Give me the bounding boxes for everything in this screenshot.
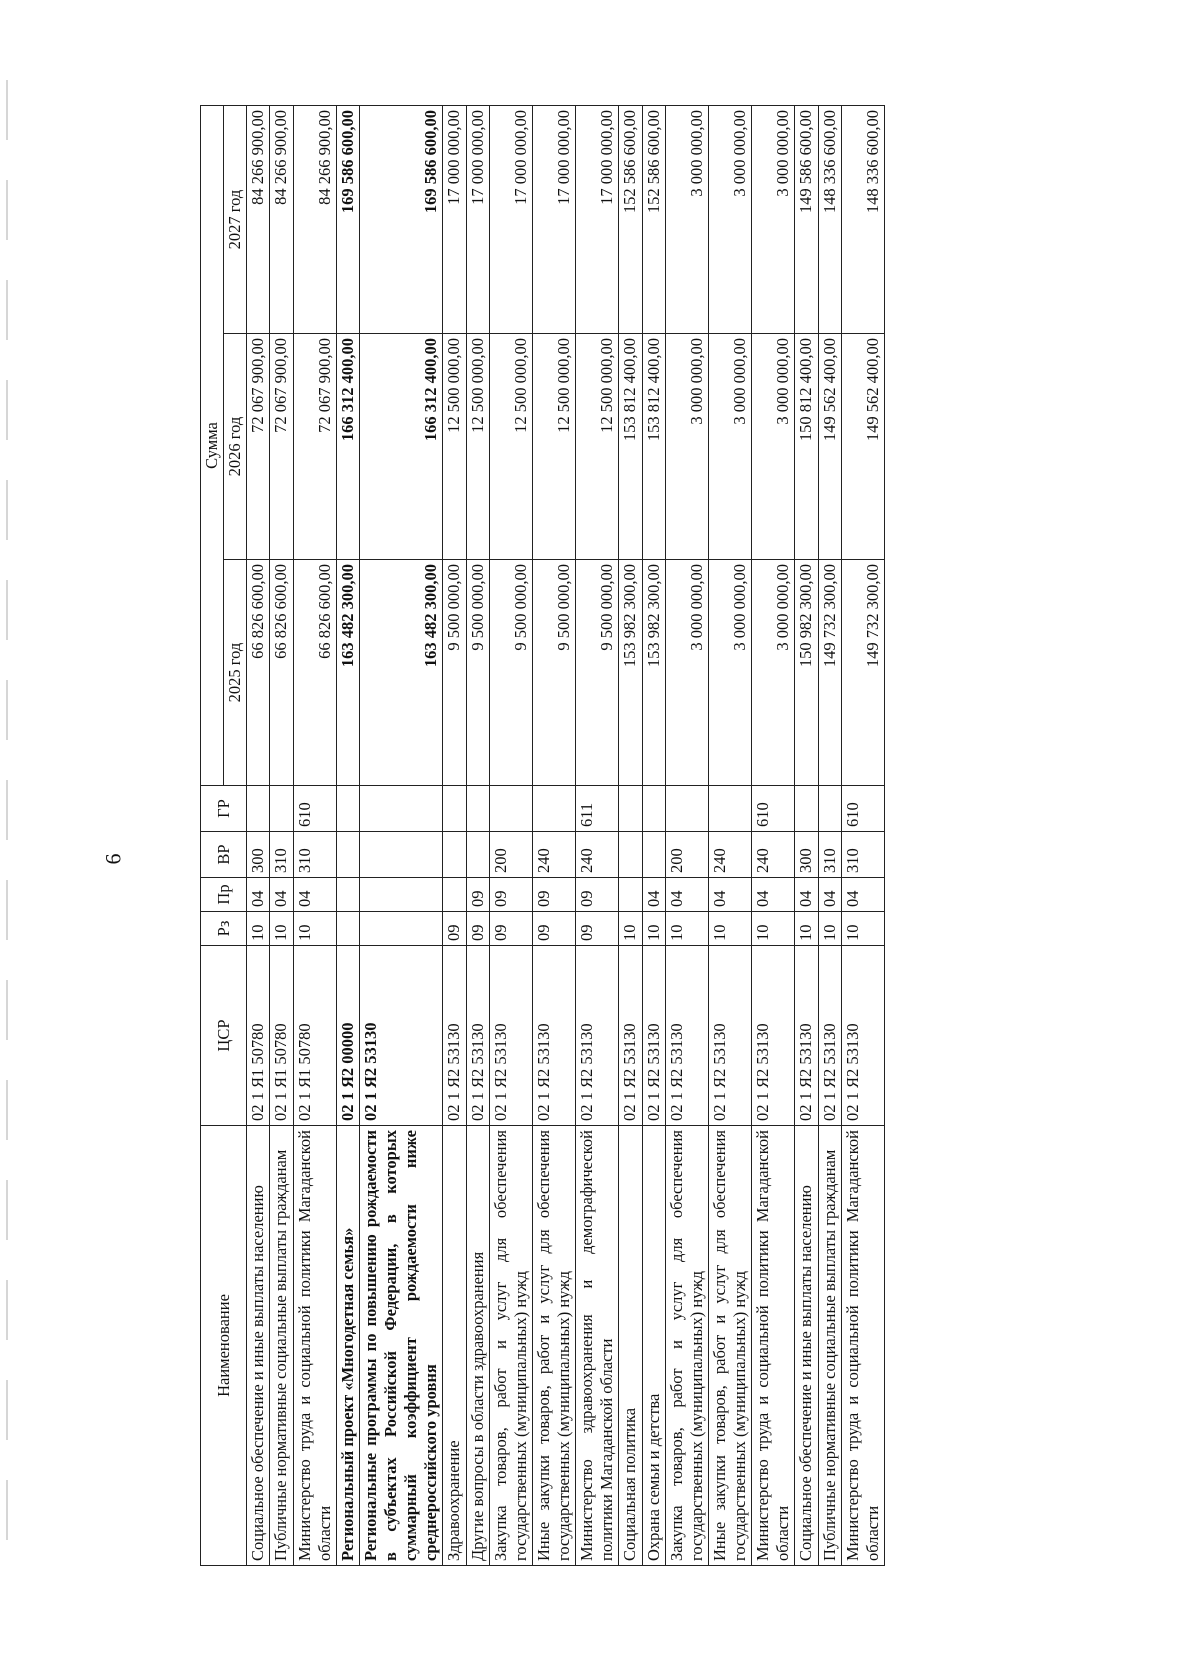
table-row xyxy=(466,106,489,1566)
header-pr: Пр xyxy=(201,878,247,912)
row-gr xyxy=(532,786,575,832)
row-vr xyxy=(642,832,665,878)
row-rz: 10 xyxy=(665,912,708,946)
row-2025: 163 482 300,00 xyxy=(359,560,443,786)
row-pr: 09 xyxy=(489,878,532,912)
row-rz: 10 xyxy=(247,912,270,946)
row-pr: 04 xyxy=(818,878,841,912)
row-vr xyxy=(336,832,359,878)
table-row xyxy=(752,106,795,1566)
row-2025: 150 982 300,00 xyxy=(795,560,818,786)
row-2025: 9 500 000,00 xyxy=(489,560,532,786)
row-name: Здравоохранение xyxy=(443,1126,466,1566)
row-2027: 84 266 900,00 xyxy=(270,106,293,334)
row-2027: 84 266 900,00 xyxy=(293,106,336,334)
row-rz: 10 xyxy=(841,912,884,946)
row-pr: 04 xyxy=(795,878,818,912)
row-csr: 02 1 Я1 50780 xyxy=(293,946,336,1126)
row-name: Министерство труда и социальной политики Магаданской области xyxy=(293,1126,336,1566)
row-2025: 153 982 300,00 xyxy=(642,560,665,786)
row-name: Региональные программы по повышению рождаемости в субъектах Российской Федерации, в которых суммарный коэффициент рождаемости ниже среднероссийского уровня xyxy=(359,1126,443,1566)
row-name: Иные закупки товаров, работ и услуг для обеспечения государственных (муниципальных) нужд xyxy=(532,1126,575,1566)
row-gr: 611 xyxy=(576,786,619,832)
row-2027: 169 586 600,00 xyxy=(336,106,359,334)
row-name: Социальное обеспечение и иные выплаты населению xyxy=(247,1126,270,1566)
row-gr: 610 xyxy=(293,786,336,832)
row-rz: 09 xyxy=(576,912,619,946)
row-name: Социальная политика xyxy=(619,1126,642,1566)
row-vr: 310 xyxy=(293,832,336,878)
row-2025: 163 482 300,00 xyxy=(336,560,359,786)
row-vr: 240 xyxy=(532,832,575,878)
table-row xyxy=(642,106,665,1566)
row-name: Региональный проект «Многодетная семья» xyxy=(336,1126,359,1566)
row-csr: 02 1 Я2 53130 xyxy=(708,946,751,1126)
row-2025: 3 000 000,00 xyxy=(752,560,795,786)
row-2026: 149 562 400,00 xyxy=(841,334,884,560)
row-csr: 02 1 Я2 53130 xyxy=(818,946,841,1126)
row-2026: 12 500 000,00 xyxy=(443,334,466,560)
header-vr: ВР xyxy=(201,832,247,878)
table-row xyxy=(795,106,818,1566)
row-gr xyxy=(642,786,665,832)
table-row xyxy=(841,106,884,1566)
row-2026: 12 500 000,00 xyxy=(532,334,575,560)
row-pr: 04 xyxy=(752,878,795,912)
row-2026: 3 000 000,00 xyxy=(752,334,795,560)
row-2026: 153 812 400,00 xyxy=(642,334,665,560)
row-csr: 02 1 Я2 53130 xyxy=(532,946,575,1126)
row-csr: 02 1 Я2 53130 xyxy=(795,946,818,1126)
row-vr xyxy=(619,832,642,878)
row-rz xyxy=(336,912,359,946)
table-row xyxy=(443,106,466,1566)
row-gr xyxy=(247,786,270,832)
header-sum: Сумма xyxy=(201,106,224,786)
row-2027: 169 586 600,00 xyxy=(359,106,443,334)
row-2026: 12 500 000,00 xyxy=(466,334,489,560)
row-gr xyxy=(489,786,532,832)
row-2025: 66 826 600,00 xyxy=(247,560,270,786)
row-name: Иные закупки товаров, работ и услуг для обеспечения государственных (муниципальных) нужд xyxy=(708,1126,751,1566)
row-2027: 17 000 000,00 xyxy=(466,106,489,334)
row-2025: 9 500 000,00 xyxy=(532,560,575,786)
row-csr: 02 1 Я2 53130 xyxy=(752,946,795,1126)
row-gr xyxy=(359,786,443,832)
row-csr: 02 1 Я1 50780 xyxy=(247,946,270,1126)
row-name: Министерство здравоохранения и демографической политики Магаданской области xyxy=(576,1126,619,1566)
row-2026: 166 312 400,00 xyxy=(359,334,443,560)
row-gr xyxy=(619,786,642,832)
row-2026: 149 562 400,00 xyxy=(818,334,841,560)
table-row xyxy=(247,106,270,1566)
budget-table xyxy=(200,105,885,1566)
header-2026: 2026 год xyxy=(224,334,247,560)
table-row xyxy=(818,106,841,1566)
row-pr: 04 xyxy=(642,878,665,912)
row-vr xyxy=(443,832,466,878)
row-csr: 02 1 Я2 53130 xyxy=(619,946,642,1126)
row-pr: 04 xyxy=(247,878,270,912)
row-vr xyxy=(359,832,443,878)
header-2027: 2027 год xyxy=(224,106,247,334)
row-vr: 310 xyxy=(270,832,293,878)
row-2027: 17 000 000,00 xyxy=(489,106,532,334)
row-vr: 240 xyxy=(752,832,795,878)
row-name: Публичные нормативные социальные выплаты гражданам xyxy=(270,1126,293,1566)
row-gr xyxy=(708,786,751,832)
row-pr: 04 xyxy=(270,878,293,912)
row-2026: 12 500 000,00 xyxy=(489,334,532,560)
row-rz: 10 xyxy=(795,912,818,946)
row-vr: 200 xyxy=(665,832,708,878)
row-rz: 10 xyxy=(293,912,336,946)
row-2027: 148 336 600,00 xyxy=(841,106,884,334)
row-name: Закупка товаров, работ и услуг для обеспечения государственных (муниципальных) нужд xyxy=(489,1126,532,1566)
row-2027: 3 000 000,00 xyxy=(665,106,708,334)
row-name: Публичные нормативные социальные выплаты гражданам xyxy=(818,1126,841,1566)
header-row-1 xyxy=(201,106,224,1566)
row-2027: 17 000 000,00 xyxy=(532,106,575,334)
page-number: 6 xyxy=(100,853,126,865)
row-2026: 72 067 900,00 xyxy=(247,334,270,560)
row-csr: 02 1 Я2 53130 xyxy=(642,946,665,1126)
row-rz: 10 xyxy=(270,912,293,946)
row-2027: 3 000 000,00 xyxy=(752,106,795,334)
table-row xyxy=(270,106,293,1566)
row-vr: 200 xyxy=(489,832,532,878)
row-pr xyxy=(359,878,443,912)
header-2025: 2025 год xyxy=(224,560,247,786)
row-rz: 10 xyxy=(619,912,642,946)
row-2026: 153 812 400,00 xyxy=(619,334,642,560)
scan-edge-artifact xyxy=(6,80,8,1540)
row-gr xyxy=(665,786,708,832)
row-2025: 149 732 300,00 xyxy=(818,560,841,786)
row-vr xyxy=(466,832,489,878)
row-pr xyxy=(336,878,359,912)
row-2025: 66 826 600,00 xyxy=(293,560,336,786)
row-rz: 09 xyxy=(489,912,532,946)
row-csr: 02 1 Я2 53130 xyxy=(841,946,884,1126)
row-2026: 72 067 900,00 xyxy=(293,334,336,560)
row-rz: 09 xyxy=(466,912,489,946)
budget-table-container xyxy=(200,106,1100,1566)
row-name: Министерство труда и социальной политики Магаданской области xyxy=(841,1126,884,1566)
row-2025: 9 500 000,00 xyxy=(466,560,489,786)
row-2026: 3 000 000,00 xyxy=(708,334,751,560)
row-pr: 09 xyxy=(532,878,575,912)
table-row xyxy=(532,106,575,1566)
table-row xyxy=(489,106,532,1566)
row-name: Закупка товаров, работ и услуг для обеспечения государственных (муниципальных) нужд xyxy=(665,1126,708,1566)
header-name: Наименование xyxy=(201,1126,247,1566)
row-2027: 152 586 600,00 xyxy=(642,106,665,334)
row-2026: 72 067 900,00 xyxy=(270,334,293,560)
row-csr: 02 1 Я2 53130 xyxy=(576,946,619,1126)
header-csr: ЦСР xyxy=(201,946,247,1126)
row-vr: 310 xyxy=(841,832,884,878)
row-2025: 9 500 000,00 xyxy=(443,560,466,786)
row-pr: 04 xyxy=(841,878,884,912)
table-row xyxy=(293,106,336,1566)
row-name: Охрана семьи и детства xyxy=(642,1126,665,1566)
row-gr xyxy=(270,786,293,832)
table-row xyxy=(619,106,642,1566)
row-pr: 04 xyxy=(665,878,708,912)
row-rz: 09 xyxy=(443,912,466,946)
row-pr xyxy=(443,878,466,912)
row-csr: 02 1 Я2 53130 xyxy=(466,946,489,1126)
row-gr: 610 xyxy=(841,786,884,832)
row-2026: 150 812 400,00 xyxy=(795,334,818,560)
row-2025: 3 000 000,00 xyxy=(708,560,751,786)
row-csr: 02 1 Я2 53130 xyxy=(359,946,443,1126)
table-row xyxy=(576,106,619,1566)
row-gr: 610 xyxy=(752,786,795,832)
row-rz: 10 xyxy=(818,912,841,946)
header-gr: ГР xyxy=(201,786,247,832)
row-2026: 166 312 400,00 xyxy=(336,334,359,560)
row-csr: 02 1 Я2 53130 xyxy=(489,946,532,1126)
row-pr: 04 xyxy=(293,878,336,912)
row-gr xyxy=(336,786,359,832)
row-pr xyxy=(619,878,642,912)
row-vr: 300 xyxy=(795,832,818,878)
row-vr: 240 xyxy=(708,832,751,878)
row-2027: 84 266 900,00 xyxy=(247,106,270,334)
table-row xyxy=(665,106,708,1566)
row-2025: 3 000 000,00 xyxy=(665,560,708,786)
row-2027: 17 000 000,00 xyxy=(576,106,619,334)
row-gr xyxy=(795,786,818,832)
row-2027: 17 000 000,00 xyxy=(443,106,466,334)
row-2025: 66 826 600,00 xyxy=(270,560,293,786)
row-gr xyxy=(818,786,841,832)
row-rz: 10 xyxy=(752,912,795,946)
row-pr: 09 xyxy=(466,878,489,912)
row-2026: 12 500 000,00 xyxy=(576,334,619,560)
row-csr: 02 1 Я2 53130 xyxy=(665,946,708,1126)
row-name: Социальное обеспечение и иные выплаты населению xyxy=(795,1126,818,1566)
row-gr xyxy=(466,786,489,832)
row-name: Другие вопросы в области здравоохранения xyxy=(466,1126,489,1566)
table-body xyxy=(247,106,885,1566)
row-2027: 3 000 000,00 xyxy=(708,106,751,334)
row-rz: 10 xyxy=(642,912,665,946)
row-2027: 148 336 600,00 xyxy=(818,106,841,334)
row-gr xyxy=(443,786,466,832)
row-pr: 09 xyxy=(576,878,619,912)
row-csr: 02 1 Я2 00000 xyxy=(336,946,359,1126)
row-name: Министерство труда и социальной политики Магаданской области xyxy=(752,1126,795,1566)
row-rz: 09 xyxy=(532,912,575,946)
row-vr: 300 xyxy=(247,832,270,878)
row-vr: 310 xyxy=(818,832,841,878)
table-row xyxy=(336,106,359,1566)
row-rz: 10 xyxy=(708,912,751,946)
row-rz xyxy=(359,912,443,946)
row-2025: 9 500 000,00 xyxy=(576,560,619,786)
row-pr: 04 xyxy=(708,878,751,912)
row-2025: 149 732 300,00 xyxy=(841,560,884,786)
row-2025: 153 982 300,00 xyxy=(619,560,642,786)
row-2027: 152 586 600,00 xyxy=(619,106,642,334)
header-rz: Рз xyxy=(201,912,247,946)
row-csr: 02 1 Я1 50780 xyxy=(270,946,293,1126)
table-row xyxy=(708,106,751,1566)
row-2027: 149 586 600,00 xyxy=(795,106,818,334)
row-vr: 240 xyxy=(576,832,619,878)
row-csr: 02 1 Я2 53130 xyxy=(443,946,466,1126)
row-2026: 3 000 000,00 xyxy=(665,334,708,560)
table-row xyxy=(359,106,443,1566)
